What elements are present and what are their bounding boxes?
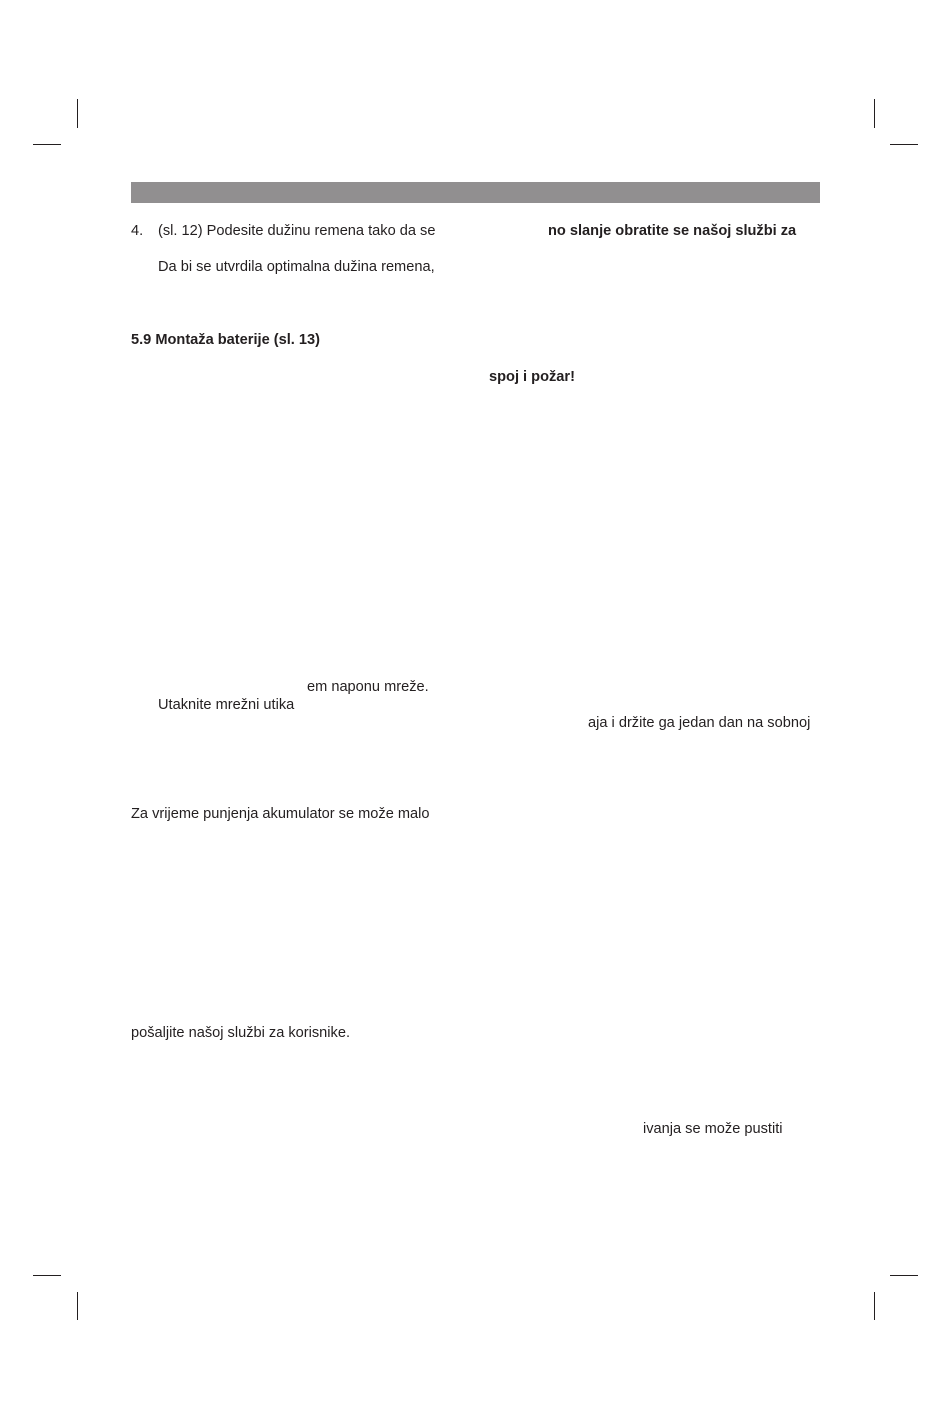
step4-continuation: Da bi se utvrdila optimalna dužina remena, <box>158 259 435 275</box>
charging-fragment: Za vrijeme punjenja akumulator se može malo <box>131 806 430 822</box>
step4-number: 4. <box>131 223 144 239</box>
crop-mark-top-right-horizontal <box>890 144 918 145</box>
crop-mark-bottom-left-vertical <box>77 1292 78 1320</box>
plug-in-fragment: Utaknite mrežni utika <box>158 697 295 713</box>
service-fragment: pošaljite našoj službi za korisnike. <box>131 1025 351 1041</box>
start-fragment: ivanja se može pustiti <box>643 1121 783 1137</box>
crop-mark-bottom-right-horizontal <box>890 1275 918 1276</box>
section-header-bar <box>131 182 820 203</box>
crop-mark-bottom-left-horizontal <box>33 1275 61 1276</box>
voltage-fragment: em naponu mreže. <box>307 679 429 695</box>
crop-mark-top-right-vertical <box>874 99 875 128</box>
room-temp-fragment: aja i držite ga jedan dan na sobnoj <box>588 715 811 731</box>
crop-mark-bottom-right-vertical <box>874 1292 875 1320</box>
step4-text: (sl. 12) Podesite dužinu remena tako da se <box>158 223 436 239</box>
warning-fragment: spoj i požar! <box>489 369 575 385</box>
crop-mark-top-left-vertical <box>77 99 78 128</box>
crop-mark-top-left-horizontal <box>33 144 61 145</box>
section-heading: 5.9 Montaža baterije (sl. 13) <box>131 332 320 348</box>
step4-note-right: no slanje obratite se našoj službi za <box>548 223 797 239</box>
